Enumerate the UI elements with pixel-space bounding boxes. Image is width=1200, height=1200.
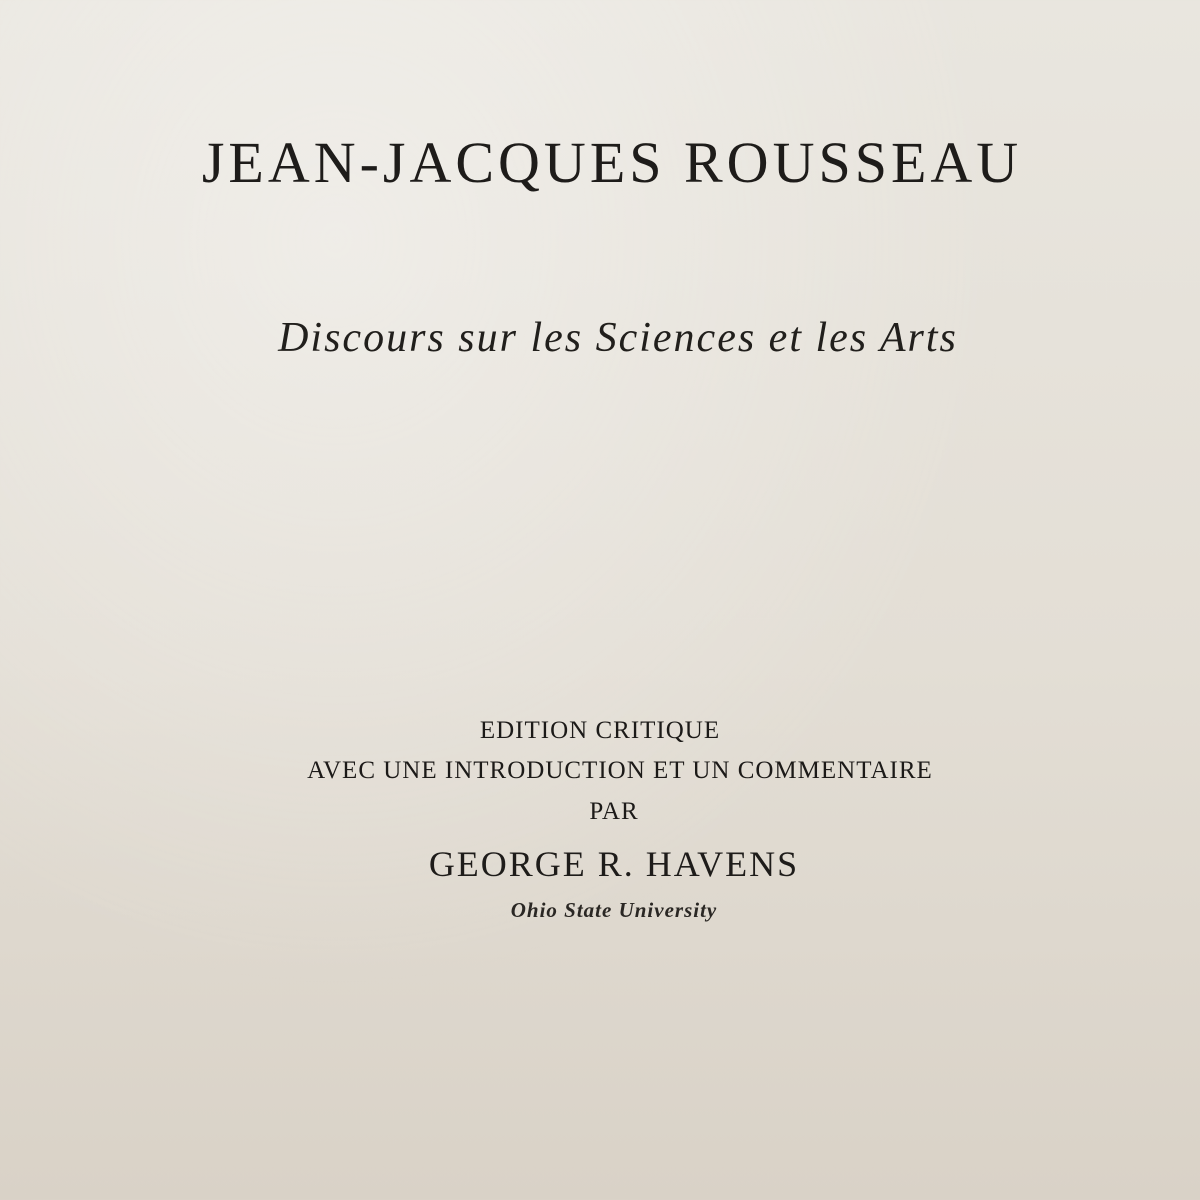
editor-name: GEORGE R. HAVENS: [428, 844, 800, 884]
by-line: PAR: [589, 798, 639, 825]
edition-line: EDITION CRITIQUE: [479, 717, 721, 744]
author-name: JEAN-JACQUES ROUSSEAU: [201, 130, 1023, 195]
editor-affiliation: Ohio State University: [510, 898, 718, 922]
description-line: AVEC UNE INTRODUCTION ET UN COMMENTAIRE: [307, 757, 933, 784]
work-title: Discours sur les Sciences et les Arts: [278, 315, 958, 361]
